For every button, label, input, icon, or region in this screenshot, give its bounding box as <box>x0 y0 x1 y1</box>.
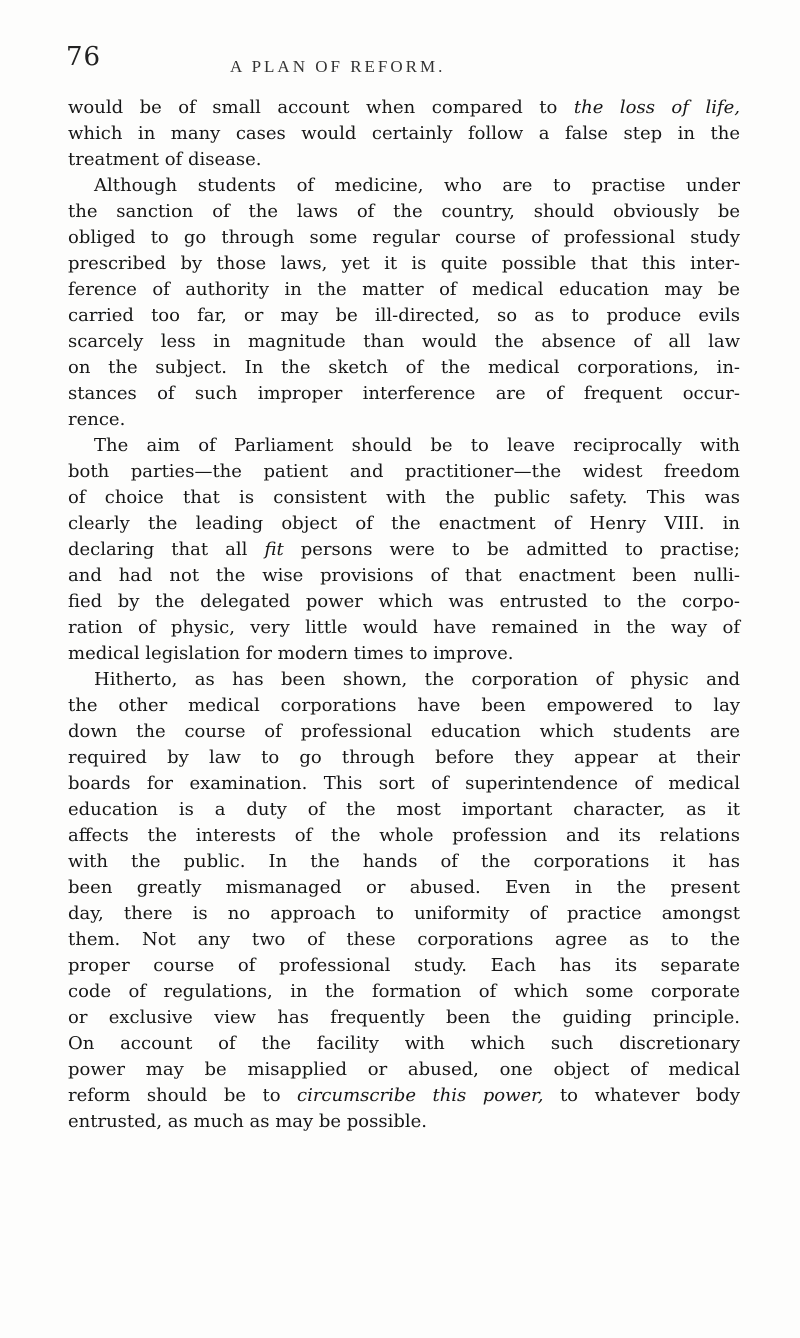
text-line: with the public. In the hands of the corporations it has <box>68 851 740 872</box>
text-line: reform should be to circumscribe this power, to whatever body <box>68 1085 740 1106</box>
text-line: The aim of Parliament should be to leave reciprocally with <box>94 435 740 456</box>
text-line: declaring that all fit persons were to be admitted to practise; <box>68 539 740 560</box>
text-line: been greatly mismanaged or abused. Even in the present <box>68 877 740 898</box>
text-line: stances of such improper interference are of frequent occur- <box>68 383 740 404</box>
text-line: clearly the leading object of the enactment of Henry VIII. in <box>68 513 740 534</box>
text-line: ference of authority in the matter of medical education may be <box>68 279 740 300</box>
text-line: boards for examination. This sort of superintendence of medical <box>68 773 740 794</box>
text-line: scarcely less in magnitude than would the absence of all law <box>68 331 740 352</box>
text-line: proper course of professional study. Each has its separate <box>68 955 740 976</box>
text-line: ration of physic, very little would have remained in the way of <box>68 617 740 638</box>
emphasis: the loss of life, <box>573 97 740 118</box>
text-line: obliged to go through some regular course of professional study <box>68 227 740 248</box>
text-line: would be of small account when compared to the loss of life, <box>68 97 740 118</box>
text-line: required by law to go through before they appear at their <box>68 747 740 768</box>
text-line: medical legislation for modern times to improve. <box>68 643 514 664</box>
emphasis: fit <box>264 539 284 560</box>
text-line: education is a duty of the most important character, as it <box>68 799 740 820</box>
text-line: down the course of professional education which students are <box>68 721 740 742</box>
text-line: or exclusive view has frequently been the guiding principle. <box>68 1007 740 1028</box>
text-line: power may be misapplied or abused, one object of medical <box>68 1059 740 1080</box>
paragraph <box>68 667 740 1135</box>
text-line: of choice that is consistent with the public safety. This was <box>68 487 740 508</box>
text-line: both parties—the patient and practitioner—the widest freedom <box>68 461 740 482</box>
text-line: code of regulations, in the formation of which some corporate <box>68 981 740 1002</box>
body-text <box>68 95 740 1135</box>
paragraph <box>68 173 740 433</box>
paragraph <box>68 95 740 173</box>
text-line: day, there is no approach to uniformity of practice amongst <box>68 903 740 924</box>
text-line: the other medical corporations have been empowered to lay <box>68 695 740 716</box>
text-line: on the subject. In the sketch of the medical corporations, in- <box>68 357 740 378</box>
text-line: and had not the wise provisions of that enactment been nulli- <box>68 565 740 586</box>
running-head: A PLAN OF REFORM. <box>230 57 446 76</box>
emphasis: circumscribe this power, <box>296 1085 544 1106</box>
text-line: Although students of medicine, who are to practise under <box>94 175 740 196</box>
text-line: the sanction of the laws of the country, should obviously be <box>68 201 740 222</box>
text-line: which in many cases would certainly follow a false step in the <box>68 123 740 144</box>
text-line: rence. <box>68 409 126 430</box>
text-line: fied by the delegated power which was entrusted to the corpo- <box>68 591 740 612</box>
text-line: Hitherto, as has been shown, the corporation of physic and <box>94 669 740 690</box>
text-line: On account of the facility with which such discretionary <box>68 1033 740 1054</box>
text-line: prescribed by those laws, yet it is quite possible that this inter- <box>68 253 740 274</box>
page-number: 76 <box>66 42 102 72</box>
text-line: treatment of disease. <box>68 149 262 170</box>
text-line: affects the interests of the whole profession and its relations <box>68 825 740 846</box>
text-line: carried too far, or may be ill-directed, so as to produce evils <box>68 305 740 326</box>
text-line: them. Not any two of these corporations agree as to the <box>68 929 740 950</box>
paragraph <box>68 433 740 667</box>
text-line: entrusted, as much as may be possible. <box>68 1111 428 1132</box>
